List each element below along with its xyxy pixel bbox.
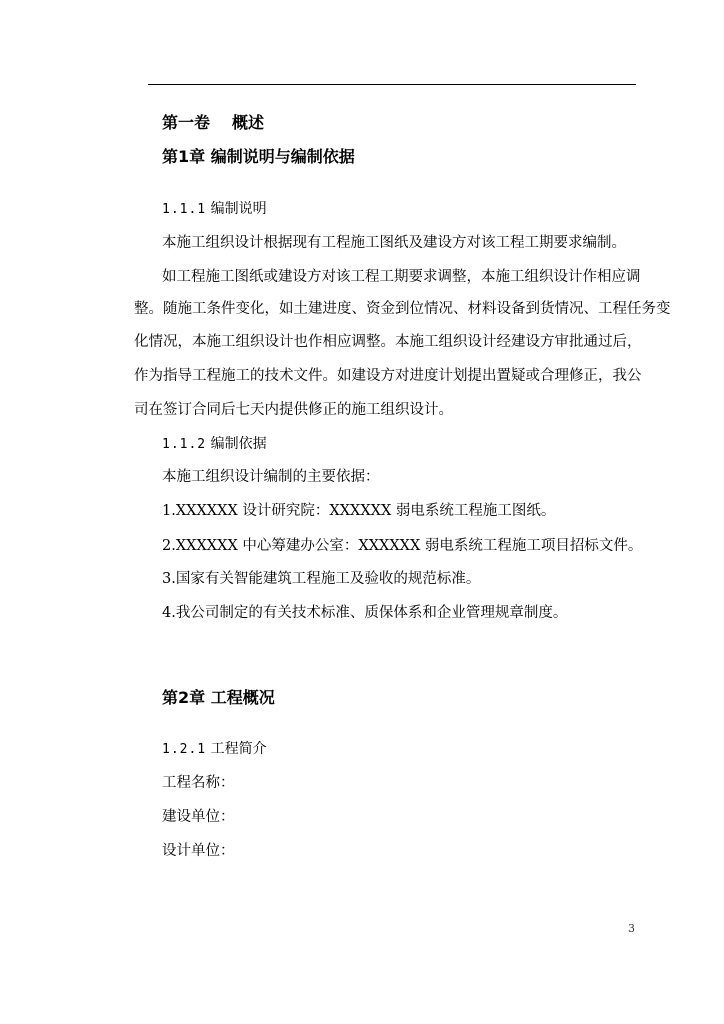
paragraph-line: 作为指导工程施工的技术文件。如建设方对进度计划提出置疑或合理修正，我公 xyxy=(134,368,642,384)
chapter2-title: 第2章 工程概况 xyxy=(162,688,275,707)
basis-item: 1.XXXXXX 设计研究院：XXXXXX 弱电系统工程施工图纸。 xyxy=(162,503,556,519)
paragraph-line: 整。随施工条件变化，如土建进度、资金到位情况、材料设备到货情况、工程任务变 xyxy=(134,301,671,317)
paragraph-line: 司在签订合同后七天内提供修正的施工组织设计。 xyxy=(134,402,453,418)
section-1-1-1 xyxy=(162,199,267,220)
chapter1-title: 第1章 编制说明与编制依据 xyxy=(162,147,355,166)
field-project-name: 工程名称： xyxy=(162,775,235,791)
section-number: 1.1.2 xyxy=(162,437,207,452)
basis-item: 3.国家有关智能建筑工程施工及验收的规范标准。 xyxy=(162,571,481,587)
section-1-1-2 xyxy=(162,434,267,455)
section-number: 1.2.1 xyxy=(162,742,207,757)
field-client: 建设单位： xyxy=(162,809,235,825)
section-title: 编制说明 xyxy=(210,201,267,217)
paragraph-line: 如工程施工图纸或建设方对该工程工期要求调整，本施工组织设计作相应调 xyxy=(162,269,641,285)
volume-heading xyxy=(162,113,264,133)
section-title: 工程简介 xyxy=(210,741,267,757)
section-1-2-1 xyxy=(162,739,267,760)
page-number: 3 xyxy=(628,922,635,935)
section-title: 编制依据 xyxy=(210,436,267,452)
paragraph-line: 化情况，本施工组织设计也作相应调整。本施工组织设计经建设方审批通过后， xyxy=(134,334,642,350)
volume-title: 概述 xyxy=(232,113,265,132)
paragraph-intro: 本施工组织设计根据现有工程施工图纸及建设方对该工程工期要求编制。 xyxy=(162,235,626,251)
basis-item: 4.我公司制定的有关技术标准、质保体系和企业管理规章制度。 xyxy=(162,605,568,621)
volume-label: 第一卷 xyxy=(162,113,211,132)
basis-intro: 本施工组织设计编制的主要依据： xyxy=(162,469,380,485)
field-designer: 设计单位： xyxy=(162,843,235,859)
header-rule xyxy=(148,84,636,85)
section-number: 1.1.1 xyxy=(162,202,207,217)
basis-item: 2.XXXXXX 中心筹建办公室：XXXXXX 弱电系统工程施工项目招标文件。 xyxy=(162,538,643,554)
